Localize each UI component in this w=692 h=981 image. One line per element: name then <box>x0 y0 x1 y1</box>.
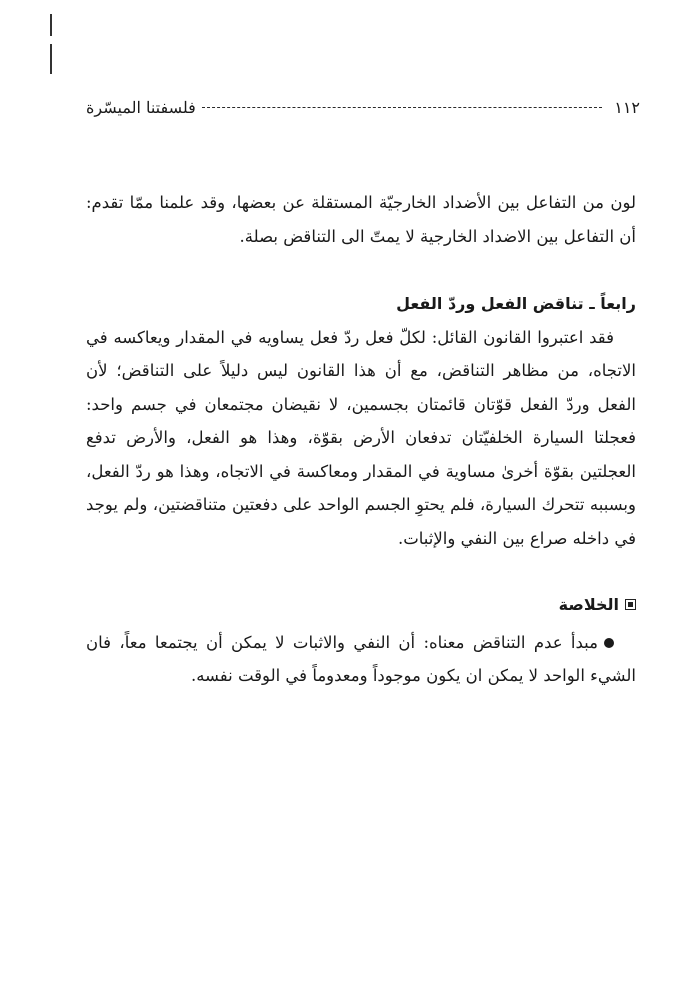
binding-marks <box>50 14 53 74</box>
running-header <box>86 94 640 120</box>
summary-item-text: مبدأ عدم التناقض معناه: أن النفي والاثبات لا يمكن أن يجتمعا معاً، فان الشيء الواحد لا يمكن ان يكون موجوداً ومعدوماً في الوقت نفسه. <box>86 632 636 685</box>
page-body <box>86 186 636 693</box>
summary-heading <box>86 588 636 622</box>
header-rule <box>202 107 602 108</box>
page-number: ١١٢ <box>614 97 640 117</box>
book-title: فلسفتنا الميسّرة <box>86 97 196 117</box>
summary-heading-text: الخلاصة <box>558 595 619 614</box>
bullet-icon <box>604 638 614 648</box>
boxed-square-icon <box>625 599 636 610</box>
intro-paragraph: لون من التفاعل بين الأضداد الخارجيّة المستقلة عن بعضها، وقد علمنا ممّا تقدم: أن التفاعل بين الاضداد الخارجية لا يمتّ الى التناقض بصلة. <box>86 193 636 246</box>
section-heading: رابعاً ـ تناقض الفعل وردّ الفعل <box>396 294 636 313</box>
section-paragraph: فقد اعتبروا القانون القائل: لكلّ فعل ردّ فعل يساويه في المقدار ويعاكسه في الاتجاه، من مظاهر التناقض، مع أن هذا القانون ليس دليلاً على التناقض؛ لأن الفعل وردّ الفعل قوّتان قائمتان بجسمين، لا نقيضان مجتمعان في جسم واحد: فعجلتا السيارة الخلفيّتان تدفعان الأرض بقوّة، وهذا هو الفعل، والأرض تدفع العجلتين بقوّة أخرىٰ مساوية في المقدار ومعاكسة في الاتجاه، وهذا هو ردّ الفعل، وبسببه تتحرك السيارة، فلم يحتوِ الجسم الواحد على دفعتين متناقضتين، ولم يوجد في داخله صراع بين النفي والإثبات. <box>86 327 636 548</box>
summary-item <box>86 626 636 693</box>
